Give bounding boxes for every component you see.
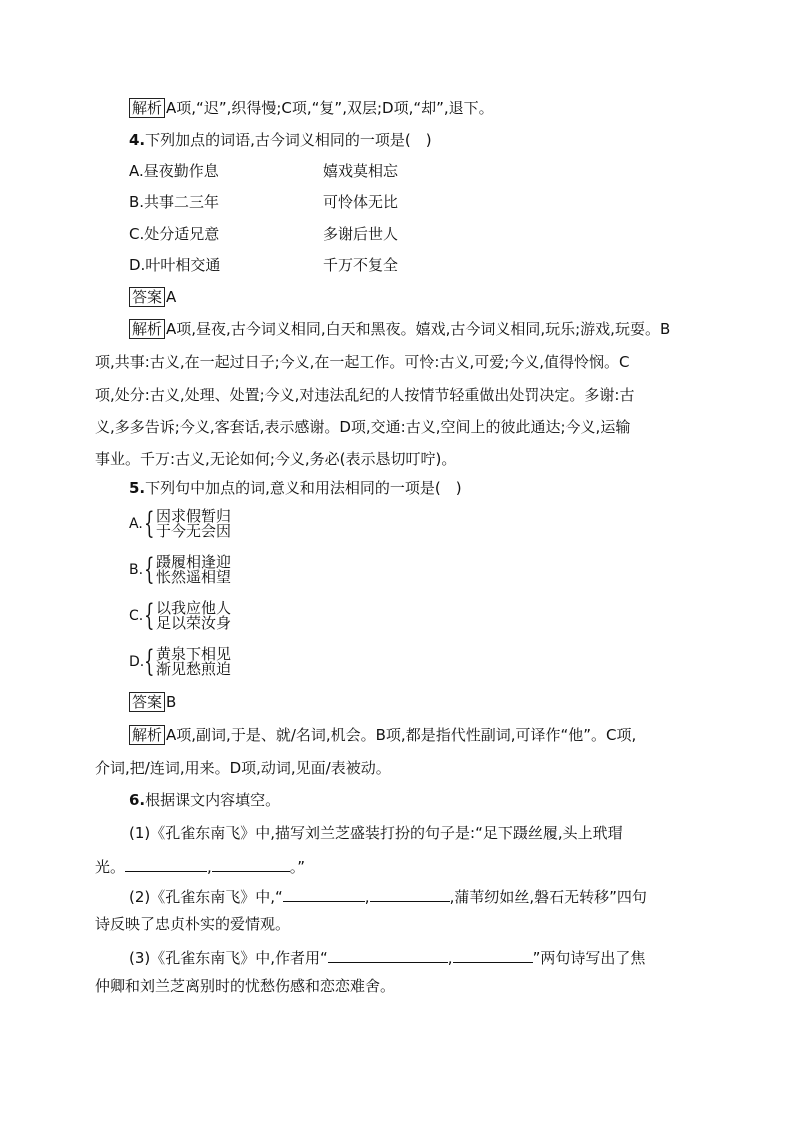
q4-option-d-right xyxy=(323,256,398,274)
fill-blank[interactable] xyxy=(453,948,533,963)
question-text: 下列句中加点的词,意义和用法相同的一项是( ) xyxy=(145,479,462,497)
q5-analysis-line-2: 介词,把/连词,用来。D项,动词,见面/表被动。 xyxy=(95,759,391,777)
fill-blank[interactable] xyxy=(283,887,365,902)
option-line-2: 怅然遥相望 xyxy=(156,568,232,586)
q6-item3-line-2: 仲卿和刘兰芝离别时的忧愁伤感和恋恋难舍。 xyxy=(95,977,396,995)
answer-tag: 答案 xyxy=(129,692,165,712)
text-segment: ,蒲苇纫如丝,磐石无转移”四句 xyxy=(449,888,647,906)
text-segment: , xyxy=(207,858,212,876)
q5-analysis-line-1 xyxy=(129,726,636,744)
q6-item3-line-1 xyxy=(129,948,645,967)
question-number: 5. xyxy=(129,479,146,497)
q4-option-a xyxy=(129,162,219,180)
option-left: B.共事二三年 xyxy=(129,193,220,211)
option-line-1: 以我应他人 xyxy=(156,599,232,617)
option-letter: D. xyxy=(129,654,145,670)
option-line-1: 黄泉下相见 xyxy=(156,645,232,663)
option-right: 千万不复全 xyxy=(323,256,399,274)
q6-item1-line-1: (1)《孔雀东南飞》中,描写刘兰芝盛装打扮的句子是:“足下蹑丝履,头上玳瑁 xyxy=(129,824,623,842)
option-right: 嬉戏莫相忘 xyxy=(323,162,399,180)
left-brace-icon: { xyxy=(144,506,155,541)
option-left: A.昼夜勤作息 xyxy=(129,162,219,180)
q5-answer xyxy=(129,693,176,711)
text-segment: 。” xyxy=(289,858,306,876)
option-line-1: 蹑履相逢迎 xyxy=(156,553,232,571)
answer-value: A xyxy=(166,288,177,306)
fill-blank[interactable] xyxy=(328,948,448,963)
analysis-text: A项,“迟”,织得慢;C项,“复”,双层;D项,“却”,退下。 xyxy=(166,99,494,117)
q4-option-b xyxy=(129,193,219,211)
analysis-tag: 解析 xyxy=(129,98,165,118)
option-right: 多谢后世人 xyxy=(323,225,399,243)
analysis-tag: 解析 xyxy=(129,319,165,339)
text-segment: (3)《孔雀东南飞》中,作者用“ xyxy=(129,949,328,967)
option-left: C.处分适兄意 xyxy=(129,225,220,243)
option-left: D.叶叶相交通 xyxy=(129,256,221,274)
q4-analysis-line-5: 事业。千万:古义,无论如何;今义,务必(表示恳切叮咛)。 xyxy=(95,450,457,468)
option-line-2: 于今无会因 xyxy=(156,522,232,540)
q4-option-c-right xyxy=(323,225,398,243)
fill-blank[interactable] xyxy=(125,857,207,872)
option-line-2: 渐见愁煎迫 xyxy=(156,660,232,678)
q6-item2-line-1 xyxy=(129,887,647,906)
text-segment: , xyxy=(364,888,370,906)
fill-blank[interactable] xyxy=(212,857,290,872)
answer-value: B xyxy=(166,693,177,711)
text-segment: 光。 xyxy=(95,858,126,876)
question-4-stem xyxy=(129,131,432,149)
q6-item2-line-2: 诗反映了忠贞朴实的爱情观。 xyxy=(95,915,291,933)
analysis-text: A项,昼夜,古今词义相同,白天和黑夜。嬉戏,古今词义相同,玩乐;游戏,玩耍。B xyxy=(166,320,671,338)
q4-answer xyxy=(129,288,176,306)
q3-analysis xyxy=(129,99,494,117)
question-6-stem xyxy=(129,791,280,809)
question-5-stem xyxy=(129,479,462,497)
q4-option-a-right xyxy=(323,162,398,180)
left-brace-icon: { xyxy=(144,598,155,633)
option-line-2: 足以荣汝身 xyxy=(156,614,232,632)
q4-analysis-line-2: 项,共事:古义,在一起过日子;今义,在一起工作。可怜:古义,可爱;今义,值得怜悯。C xyxy=(95,353,630,371)
text-segment: , xyxy=(447,949,453,967)
answer-tag: 答案 xyxy=(129,287,165,307)
q4-option-b-right xyxy=(323,193,398,211)
question-text: 根据课文内容填空。 xyxy=(145,791,281,809)
option-letter: C. xyxy=(129,608,144,624)
text-segment: (2)《孔雀东南飞》中,“ xyxy=(129,888,283,906)
option-letter: B. xyxy=(129,562,144,578)
analysis-text: A项,副词,于是、就/名词,机会。B项,都是指代性副词,可译作“他”。C项, xyxy=(166,726,637,744)
q4-option-d xyxy=(129,256,220,274)
option-line-1: 因求假暂归 xyxy=(156,507,232,525)
q4-option-c xyxy=(129,225,219,243)
question-text: 下列加点的词语,古今词义相同的一项是( ) xyxy=(145,131,432,149)
question-number: 6. xyxy=(129,791,146,809)
question-number: 4. xyxy=(129,131,146,149)
q4-analysis-line-4: 义,多多告诉;今义,客套话,表示感谢。D项,交通:古义,空间上的彼此通达;今义,运输 xyxy=(95,418,631,436)
fill-blank[interactable] xyxy=(370,887,450,902)
q4-analysis-line-1 xyxy=(129,320,670,338)
left-brace-icon: { xyxy=(144,644,155,679)
left-brace-icon: { xyxy=(144,552,155,587)
analysis-tag: 解析 xyxy=(129,725,165,745)
option-right: 可怜体无比 xyxy=(323,193,399,211)
option-letter: A. xyxy=(129,516,143,532)
q4-analysis-line-3: 项,处分:古义,处理、处置;今义,对违法乱纪的人按情节轻重做出处罚决定。多谢:古 xyxy=(95,386,635,404)
q6-item1-line-2 xyxy=(95,857,305,876)
text-segment: ”两句诗写出了焦 xyxy=(532,949,646,967)
